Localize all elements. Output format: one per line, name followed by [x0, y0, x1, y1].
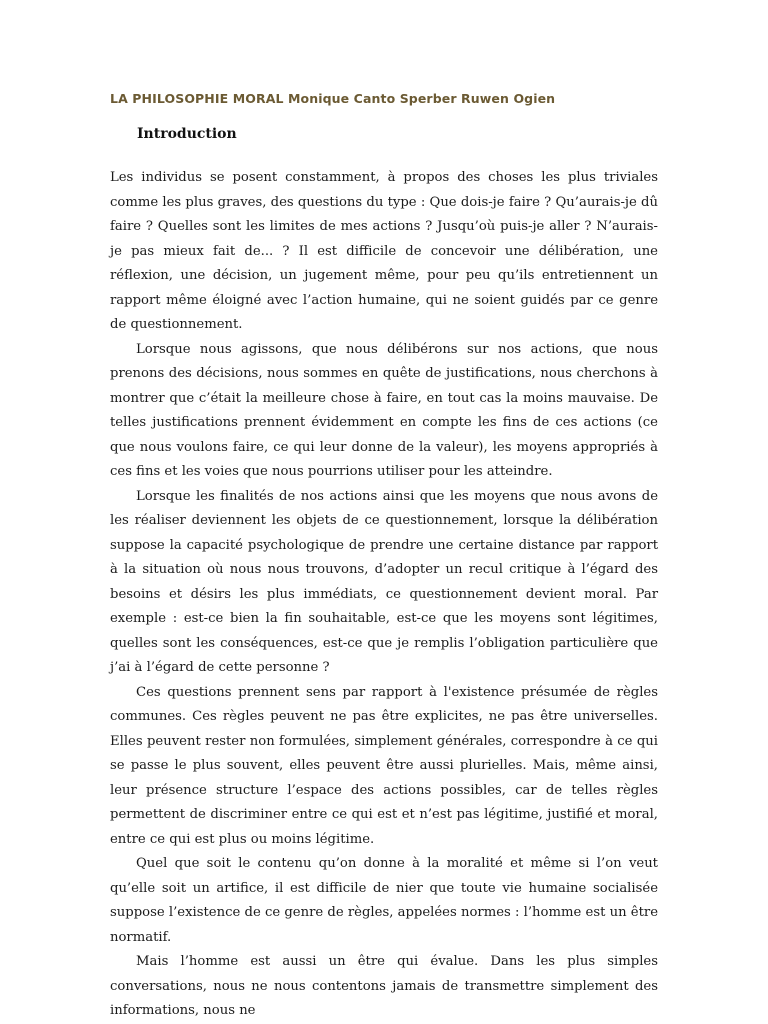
- body-text: [110, 166, 658, 1024]
- book-authors: Monique Canto Sperber Ruwen Ogien: [288, 91, 556, 106]
- paragraph-6: Mais l’homme est aussi un être qui évalue. Dans les plus simples conversations, nous ne nous contentons jamais de transmettre simplement des informations, nous ne: [110, 954, 658, 1018]
- paragraph-2: Lorsque nous agissons, que nous délibérons sur nos actions, que nous prenons des décisions, nous sommes en quête de justifications, nous cherchons à montrer que c’était la meilleure chose à faire, en tout cas la moins mauvaise. De telles justifications prennent évidemment en compte les fins de ces actions (ce que nous voulons faire, ce qui leur donne de la valeur), les moyens appropriés à ces fins et les voies que nous pourrions utiliser pour les atteindre.: [110, 341, 658, 479]
- paragraph-4: Ces questions prennent sens par rapport à l'existence présumée de règles communes. Ces règles peuvent ne pas être explicites, ne pas être universelles. Elles peuvent rester non formulées, simplement générales, correspondre à ce qui se passe le plus souvent, elles peuvent être aussi plurielles. Mais, même ainsi, leur présence structure l’espace des actions possibles, car de telles règles permettent de discriminer entre ce qui est et n’est pas légitime, justifié et moral, entre ce qui est plus ou moins légitime.: [110, 684, 658, 847]
- section-heading: Introduction: [137, 126, 237, 142]
- paragraph-5: Quel que soit le contenu qu’on donne à la moralité et même si l’on veut qu’elle soit un artifice, il est difficile de nier que toute vie humaine socialisée suppose l’existence de ce genre de règles, appelées normes : l’homme est un être normatif.: [110, 856, 658, 945]
- paragraph-1: Les individus se posent constamment, à propos des choses les plus triviales comme les plus graves, des questions du type : Que dois-je faire ? Qu’aurais-je dû faire ? Quelles sont les limites de mes actions ? Jusqu’où puis-je aller ? N’aurais-je pas mieux fait de... ? Il est difficile de concevoir une délibération, une réflexion, une décision, un jugement même, pour peu qu’ils entretiennent un rapport même éloigné avec l’action humaine, qui ne soient guidés par ce genre de questionnement.: [110, 170, 658, 332]
- document-title: [110, 91, 670, 106]
- paragraph-3: Lorsque les finalités de nos actions ainsi que les moyens que nous avons de les réaliser deviennent les objets de ce questionnement, lorsque la délibération suppose la capacité psychologique de prendre une certaine distance par rapport à la situation où nous nous trouvons, d’adopter un recul critique à l’égard des besoins et désirs les plus immédiats, ce questionnement devient moral. Par exemple : est-ce bien la fin souhaitable, est-ce que les moyens sont légitimes, quelles sont les conséquences, est-ce que je remplis l’obligation particulière que j’ai à l’égard de cette personne ?: [110, 488, 658, 675]
- book-title: LA PHILOSOPHIE MORAL: [110, 91, 284, 106]
